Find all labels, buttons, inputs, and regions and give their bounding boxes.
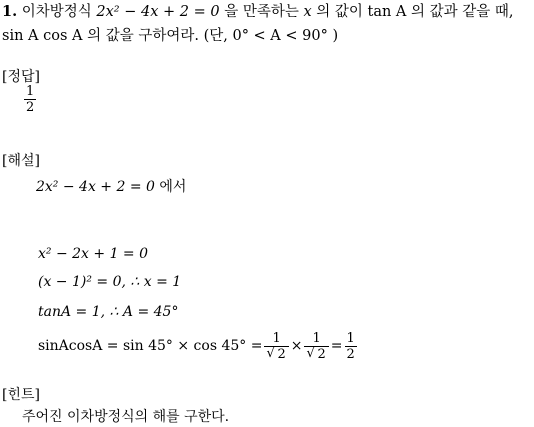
step4-f1-numerator: 1 <box>272 330 281 346</box>
explanation-step-4 <box>38 326 359 366</box>
explanation-step-2: (x − 1)² = 0, ∴ x = 1 <box>38 274 182 290</box>
answer-numerator: 1 <box>26 84 35 99</box>
answer-label: [정답] <box>2 69 40 85</box>
question-expr: sin A cos A <box>2 28 83 44</box>
question-tan-a: tan A <box>367 4 407 20</box>
step4-fraction-2 <box>304 331 328 362</box>
question-line-2 <box>2 26 338 46</box>
explanation-step-1: x² − 2x + 1 = 0 <box>38 246 149 262</box>
question-text-d: 의 값과 같을 때, <box>406 4 514 20</box>
equals-sign: = <box>330 338 343 354</box>
question-text-b: 을 만족하는 <box>219 4 304 20</box>
step4-f2-denominator: 2 <box>317 346 326 362</box>
step4-f1-denominator: 2 <box>277 346 286 362</box>
explanation-label: [해설] <box>2 153 40 169</box>
answer-denominator: 2 <box>26 100 35 115</box>
explanation-step-3: tanA = 1, ∴ A = 45° <box>38 304 179 320</box>
hint-text: 주어진 이차방정식의 해를 구한다. <box>22 409 230 425</box>
step4-prefix: sinAcosA = sin 45° × cos 45° = <box>38 338 263 354</box>
explanation-intro <box>36 176 186 196</box>
step4-fraction-1 <box>264 331 288 362</box>
intro-suffix: 에서 <box>154 179 187 195</box>
step4-f3-numerator: 1 <box>346 330 355 346</box>
question-equation: 2x² − 4x + 2 = 0 <box>96 4 220 20</box>
step4-f3-denominator: 2 <box>346 346 355 362</box>
question-var-x: x <box>303 4 312 20</box>
answer-fraction <box>22 84 38 115</box>
question-text-e: 의 값을 구하여라. (단, <box>82 28 233 44</box>
step4-fraction-3 <box>345 331 357 362</box>
question-text-c: 의 값이 <box>311 4 368 20</box>
hint-label: [힌트] <box>2 387 40 403</box>
question-line-1 <box>2 2 514 22</box>
question-condition: 0° < A < 90° <box>232 28 328 44</box>
times-sign: × <box>290 338 303 354</box>
question-text-a: 이차방정식 <box>21 4 97 20</box>
question-number: 1. <box>2 3 18 20</box>
question-text-f: ) <box>327 28 339 44</box>
intro-equation: 2x² − 4x + 2 = 0 <box>36 179 155 195</box>
step4-f2-numerator: 1 <box>312 330 321 346</box>
